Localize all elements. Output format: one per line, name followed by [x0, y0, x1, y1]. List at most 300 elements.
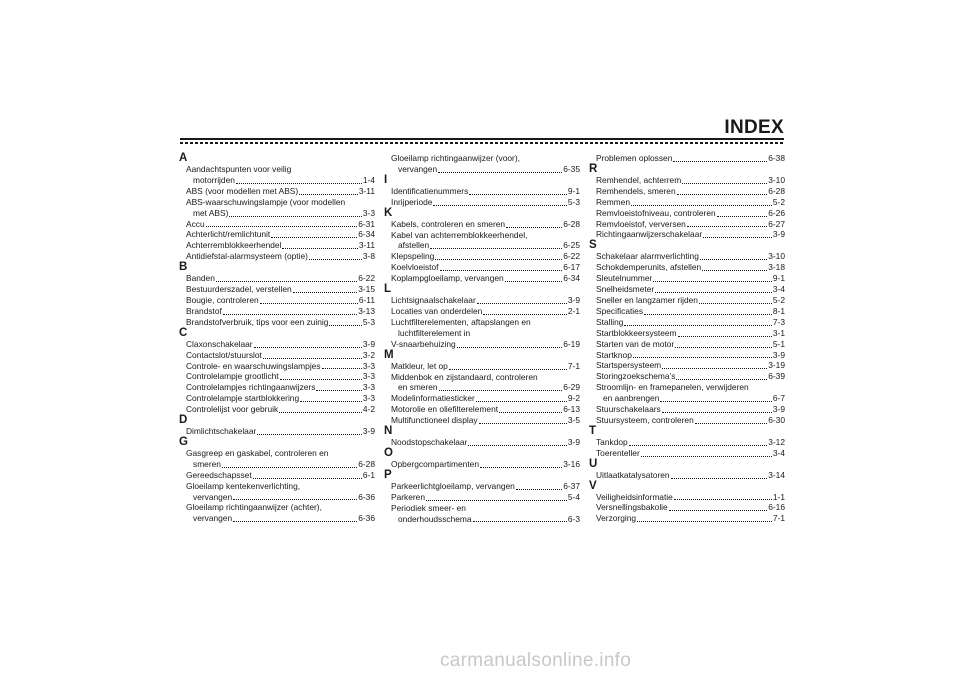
index-entry-label: Contactslot/stuurslot — [186, 349, 262, 360]
index-entry-page: 6-37 — [563, 480, 580, 491]
index-entry-page: 3-3 — [362, 360, 375, 371]
dot-leader — [280, 371, 362, 380]
index-entry — [391, 219, 580, 230]
index-entry-page: 3-8 — [362, 251, 375, 262]
index-entry-label: Startspersysteem — [596, 360, 662, 371]
index-entry-page: 3-12 — [768, 436, 785, 447]
dot-leader — [700, 251, 767, 260]
index-entry-page: 3-11 — [358, 240, 375, 251]
index-entry-page: 5-2 — [772, 294, 785, 305]
index-entry-label: Problemen oplossen — [596, 153, 673, 163]
index-entry-page: 6-17 — [563, 262, 580, 273]
dot-leader — [717, 208, 768, 217]
index-entry-page: 3-9 — [772, 229, 785, 240]
section-letter: B — [179, 261, 188, 274]
index-entry-label: Accu — [186, 218, 205, 229]
index-entry-label: afstellen — [398, 240, 430, 251]
index-entry-page: 6-7 — [772, 393, 785, 404]
index-entry-page: 6-28 — [563, 218, 580, 229]
dot-leader — [637, 513, 772, 522]
index-entry-page: 6-22 — [358, 273, 375, 284]
index-entry — [186, 229, 375, 240]
section-letter: A — [179, 152, 188, 164]
dot-leader — [233, 513, 357, 522]
index-entry — [186, 371, 375, 382]
index-entry — [596, 360, 785, 371]
header-rule-dashed — [180, 142, 784, 144]
index-entry — [596, 492, 785, 503]
dot-leader — [253, 470, 362, 479]
index-entry — [596, 371, 785, 382]
dot-leader — [653, 273, 772, 282]
dot-leader — [516, 481, 562, 490]
index-entry-page: 6-39 — [768, 371, 785, 382]
page-title: INDEX — [724, 117, 784, 138]
index-column-1 — [179, 153, 375, 524]
index-entry-label: Antidiefstal-alarmsysteem (optie) — [186, 251, 308, 262]
index-entry — [596, 306, 785, 317]
index-entry-label: Controlelampje grootlicht — [186, 371, 279, 382]
index-entry-page: 3-3 — [362, 371, 375, 382]
index-entry-text: luchtfilterelement in — [398, 327, 471, 338]
dot-leader — [629, 437, 768, 446]
index-entry-text: Gasgreep en gaskabel, controleren en — [186, 447, 329, 458]
index-entry-label: V-snaarbehuizing — [391, 338, 456, 349]
index-entry-label: Controle- en waarschuwingslampjes — [186, 360, 321, 371]
dot-leader — [329, 317, 361, 326]
index-entry-label: Verzorging — [596, 513, 637, 524]
dot-leader — [426, 492, 567, 501]
index-entry — [391, 459, 580, 470]
index-entry-label: Inrijperiode — [391, 196, 433, 207]
dot-leader — [316, 382, 361, 391]
index-entry — [596, 513, 785, 524]
dot-leader — [322, 361, 362, 370]
index-entry — [391, 415, 580, 426]
index-entry-page: 3-3 — [362, 382, 375, 393]
index-entry-label: Bestuurderszadel, verstellen — [186, 284, 292, 295]
index-entry-page: 5-1 — [772, 338, 785, 349]
index-entry — [186, 284, 375, 295]
index-entry-page: 3-3 — [362, 393, 375, 404]
dot-leader — [671, 470, 768, 479]
dot-leader — [676, 371, 767, 380]
index-entry-label: Sleutelnummer — [596, 273, 653, 284]
dot-leader — [279, 404, 362, 413]
index-entry-page: 6-28 — [768, 185, 785, 196]
index-entry — [186, 306, 375, 317]
dot-leader — [624, 317, 771, 326]
index-entry-page: 3-11 — [358, 185, 375, 196]
index-entry-page: 3-4 — [772, 447, 785, 458]
dot-leader — [677, 186, 768, 195]
index-entry-page: 6-3 — [567, 513, 580, 524]
index-entry — [186, 404, 375, 415]
dot-leader — [206, 219, 358, 228]
dot-leader — [505, 273, 563, 282]
index-entry-page: 3-5 — [567, 415, 580, 426]
index-entry-label: Specificaties — [596, 305, 644, 316]
index-entry — [391, 437, 580, 448]
dot-leader — [662, 404, 772, 413]
index-entry-page: 6-13 — [563, 404, 580, 415]
dot-leader — [439, 382, 563, 391]
index-entry-page: 7-1 — [772, 513, 785, 524]
index-entry-page: 5-3 — [567, 196, 580, 207]
index-entry-label: vervangen — [193, 491, 233, 502]
index-entry-label: Sneller en langzamer rijden — [596, 294, 698, 305]
index-entry-page: 3-4 — [772, 284, 785, 295]
index-entry-label: Bougie, controleren — [186, 294, 259, 305]
index-column-3 — [589, 153, 785, 524]
index-entry — [596, 262, 785, 273]
dot-leader — [631, 197, 772, 206]
index-entry-page: 6-26 — [768, 207, 785, 218]
dot-leader — [633, 350, 772, 359]
index-entry — [391, 295, 580, 306]
index-entry — [596, 284, 785, 295]
index-entry — [391, 404, 580, 415]
index-entry-page: 3-9 — [567, 295, 580, 306]
index-entry-page: 7-3 — [772, 316, 785, 327]
dot-leader — [435, 251, 562, 260]
dot-leader — [695, 415, 767, 424]
index-entry-label: Parkeerlichtgloeilamp, vervangen — [391, 480, 515, 491]
index-entry-label: en aanbrengen — [603, 393, 660, 404]
index-entry-label: Startblokkeersysteem — [596, 327, 677, 338]
dot-leader — [293, 284, 358, 293]
index-entry — [186, 393, 375, 404]
index-entry-page: 3-9 — [772, 349, 785, 360]
index-entry — [193, 513, 375, 524]
index-entry-label: Opbergcompartimenten — [391, 458, 479, 469]
dot-leader — [702, 262, 767, 271]
index-entry-text: Stroomlijn- en framepanelen, verwijderen — [596, 382, 749, 393]
index-entry — [596, 197, 785, 208]
index-column-2 — [384, 153, 580, 524]
index-entry-label: Stuurschakelaars — [596, 404, 661, 415]
index-entry-text: Gloeilamp richtingaanwijzer (achter), — [186, 502, 322, 513]
index-entry-page: 6-22 — [563, 251, 580, 262]
index-entry-page: 9-1 — [567, 185, 580, 196]
index-entry-text: Gloeilamp kentekenverlichting, — [186, 480, 301, 491]
dot-leader — [457, 339, 563, 348]
index-entry — [398, 240, 580, 251]
dot-leader — [236, 175, 362, 184]
index-entry — [391, 393, 580, 404]
index-entry — [596, 273, 785, 284]
index-entry — [596, 350, 785, 361]
index-entry — [596, 448, 785, 459]
index-entry — [391, 481, 580, 492]
index-entry-label: ABS (voor modellen met ABS) — [186, 185, 299, 196]
index-entry-label: Noodstopschakelaar — [391, 437, 468, 448]
dot-leader — [300, 393, 362, 402]
index-entry-label: Remhendels, smeren — [596, 185, 676, 196]
index-entry — [596, 186, 785, 197]
index-entry-text: ABS-waarschuwingslampje (voor modellen — [186, 196, 346, 207]
dot-leader — [673, 153, 767, 162]
index-entry-label: Achterlicht/remlichtunit — [186, 229, 271, 240]
index-entry-page: 3-16 — [563, 458, 580, 469]
section-letter: L — [384, 283, 392, 296]
index-entry — [186, 339, 375, 350]
index-entry-label: Koelvloeistof — [391, 262, 439, 273]
index-entry-page: 3-9 — [772, 404, 785, 415]
index-entry-label: Identificatienummers — [391, 185, 469, 196]
index-entry-page: 6-30 — [768, 414, 785, 425]
dot-leader — [263, 350, 362, 359]
index-entry-text: Periodiek smeer- en — [391, 502, 466, 513]
index-entry — [391, 186, 580, 197]
index-entry-page: 3-14 — [768, 469, 785, 480]
index-entry-label: smeren — [193, 458, 221, 469]
index-entry-page: 1-1 — [772, 491, 785, 502]
index-entry-page: 6-16 — [768, 502, 785, 513]
index-entry-page: 3-10 — [768, 174, 785, 185]
index-entry-page: 6-11 — [358, 294, 375, 305]
index-entry — [596, 295, 785, 306]
dot-leader — [483, 306, 567, 315]
dot-leader — [299, 186, 358, 195]
index-entry-page: 3-15 — [358, 284, 375, 295]
index-entry-label: Brandstofverbruik, tips voor een zuinig — [186, 316, 329, 327]
dot-leader — [477, 295, 567, 304]
index-entry-label: Startknop — [596, 349, 632, 360]
dot-leader — [499, 404, 562, 413]
dot-leader — [644, 306, 772, 315]
index-entry-label: Matkleur, let op — [391, 360, 448, 371]
index-entry-page: 8-1 — [772, 305, 785, 316]
index-entry — [596, 251, 785, 262]
index-entry — [193, 208, 375, 219]
index-entry-page: 6-1 — [362, 469, 375, 480]
index-entry — [186, 251, 375, 262]
section-letter: K — [384, 206, 393, 219]
section-letter: M — [384, 348, 394, 361]
index-entry-page: 3-10 — [768, 251, 785, 262]
index-entry-label: Controlelijst voor gebruik — [186, 404, 279, 415]
index-entry-page: 5-2 — [772, 196, 785, 207]
index-entry-label: Snelheidsmeter — [596, 284, 655, 295]
dot-leader — [703, 229, 772, 238]
index-entry-label: Modelinformatiesticker — [391, 393, 475, 404]
dot-leader — [260, 295, 358, 304]
index-entry — [596, 219, 785, 230]
index-entry-label: Remmen — [596, 196, 630, 207]
index-entry-page: 6-28 — [358, 458, 375, 469]
dot-leader — [449, 361, 567, 370]
index-entry-label: Dimlichtschakelaar — [186, 426, 257, 437]
index-entry-label: Claxonschakelaar — [186, 338, 253, 349]
index-entry — [391, 306, 580, 317]
index-entry-label: Locaties van onderdelen — [391, 305, 483, 316]
dot-leader — [223, 306, 357, 315]
index-entry-page: 6-38 — [768, 153, 785, 163]
index-entry — [186, 273, 375, 284]
index-entry — [391, 262, 580, 273]
index-entry-page: 3-18 — [768, 262, 785, 273]
index-entry-label: motorrijden — [193, 174, 235, 185]
index-entry-page: 3-2 — [362, 349, 375, 360]
dot-leader — [438, 164, 562, 173]
index-entry-page: 3-1 — [772, 327, 785, 338]
index-entry-text: Middenbok en zijstandaard, controleren — [391, 371, 538, 382]
index-entry — [391, 251, 580, 262]
index-entry-label: Koplampgloeilamp, vervangen — [391, 273, 504, 284]
dot-leader — [257, 426, 362, 435]
index-entry — [391, 492, 580, 503]
dot-leader — [480, 459, 562, 468]
index-entry-page: 2-1 — [567, 305, 580, 316]
dot-leader — [674, 492, 772, 501]
index-entry-label: Multifunctioneel display — [391, 415, 478, 426]
dot-leader — [216, 273, 357, 282]
index-entry-label: Stuursysteem, controleren — [596, 414, 694, 425]
watermark-text: carmanualsonline.info — [440, 650, 632, 671]
index-entry-page: 1-4 — [362, 174, 375, 185]
dot-leader — [440, 262, 563, 271]
section-letter: C — [179, 326, 188, 339]
index-entry-page: 6-34 — [358, 229, 375, 240]
index-entry-label: Tankdop — [596, 436, 628, 447]
index-entry-label: Motorolie en oliefilterelement — [391, 404, 499, 415]
index-entry — [391, 339, 580, 350]
index-entry-label: Parkeren — [391, 491, 425, 502]
dot-leader — [468, 437, 567, 446]
index-entry-label: Schakelaar alarmverlichting — [596, 251, 699, 262]
index-entry-text: Luchtfilterelementen, aftapslangen en — [391, 316, 531, 327]
dot-leader — [678, 328, 772, 337]
index-entry-page: 6-34 — [563, 273, 580, 284]
index-entry — [603, 393, 785, 404]
index-entry — [596, 229, 785, 240]
index-entry-label: Versnellingsbakolie — [596, 502, 668, 513]
index-entry-page: 4-2 — [362, 404, 375, 415]
index-entry-page: 9-1 — [772, 273, 785, 284]
index-entry — [596, 415, 785, 426]
index-entry — [391, 361, 580, 372]
index-entry-label: Kabels, controleren en smeren — [391, 218, 506, 229]
index-entry-label: Storingzoekschema’s — [596, 371, 676, 382]
index-entry-label: onderhoudsschema — [398, 513, 472, 524]
index-entry — [186, 295, 375, 306]
index-entry-label: Remvloeistof, verversen — [596, 218, 686, 229]
index-entry — [186, 350, 375, 361]
index-entry — [193, 175, 375, 186]
index-entry — [398, 514, 580, 525]
section-letter: I — [384, 173, 388, 186]
dot-leader — [662, 360, 767, 369]
section-letter: D — [179, 414, 188, 427]
dot-leader — [660, 393, 772, 402]
index-entry — [596, 339, 785, 350]
index-entry-page: 6-27 — [768, 218, 785, 229]
dot-leader — [271, 229, 357, 238]
index-entry-label: Brandstof — [186, 305, 222, 316]
dot-leader — [687, 219, 767, 228]
index-entry-page: 3-9 — [362, 338, 375, 349]
dot-leader — [682, 175, 767, 184]
index-entry-page: 3-3 — [362, 207, 375, 218]
index-entry — [186, 361, 375, 372]
index-entry-label: Stalling — [596, 316, 624, 327]
index-entry — [193, 492, 375, 503]
index-entry-page: 6-36 — [358, 491, 375, 502]
index-entry-label: Achterremblokkeerhendel — [186, 240, 282, 251]
section-letter: O — [384, 446, 393, 459]
index-entry — [398, 164, 580, 175]
index-entry-page: 7-1 — [567, 360, 580, 371]
index-entry-page: 5-3 — [362, 316, 375, 327]
index-entry-label: met ABS) — [193, 207, 229, 218]
section-letter: V — [589, 479, 597, 492]
index-entry-label: vervangen — [193, 513, 233, 524]
dot-leader — [675, 339, 772, 348]
dot-leader — [669, 502, 768, 511]
index-entry-page: 3-19 — [768, 360, 785, 371]
index-entry — [186, 382, 375, 393]
index-entry — [186, 470, 375, 481]
dot-leader — [254, 339, 362, 348]
section-letter: S — [589, 239, 597, 252]
dot-leader — [469, 186, 567, 195]
index-entry-label: Controlelampje startblokkering — [186, 393, 300, 404]
index-entry — [186, 219, 375, 230]
index-entry-text: Kabel van achterremblokkeerhendel, — [391, 229, 528, 240]
index-entry — [186, 426, 375, 437]
dot-leader — [699, 295, 772, 304]
section-letter: P — [384, 468, 392, 481]
index-entry — [193, 459, 375, 470]
index-entry-label: Starten van de motor — [596, 338, 675, 349]
index-entry — [596, 404, 785, 415]
index-entry-page: 6-19 — [563, 338, 580, 349]
index-entry — [398, 382, 580, 393]
index-entry-label: Uitlaatkatalysatoren — [596, 469, 670, 480]
dot-leader — [430, 240, 562, 249]
index-entry — [186, 240, 375, 251]
index-entry-label: Gereedschapsset — [186, 469, 252, 480]
index-entry-text: Gloeilamp richtingaanwijzer (voor), — [391, 153, 520, 163]
index-entry-label: vervangen — [398, 163, 438, 174]
dot-leader — [282, 240, 357, 249]
index-entry-label: Veiligheidsinformatie — [596, 491, 673, 502]
index-entry-page: 6-29 — [563, 382, 580, 393]
index-entry-page: 6-31 — [358, 218, 375, 229]
index-entry — [596, 317, 785, 328]
dot-leader — [641, 448, 772, 457]
dot-leader — [233, 492, 357, 501]
index-entry — [391, 273, 580, 284]
index-entry-label: Klepspeling — [391, 251, 435, 262]
index-entry-text: Aandachtspunten voor veilig — [186, 164, 292, 174]
index-entry — [596, 502, 785, 513]
index-entry — [186, 186, 375, 197]
dot-leader — [476, 393, 567, 402]
dot-leader — [473, 514, 567, 523]
index-entry-page: 6-36 — [358, 513, 375, 524]
index-entry-page: 6-35 — [563, 163, 580, 174]
header-rule — [180, 138, 784, 146]
index-entry-label: Richtingaanwijzerschakelaar — [596, 229, 703, 240]
index-entry-page: 3-9 — [362, 426, 375, 437]
index-entry-label: Lichtsignaalschakelaar — [391, 295, 476, 306]
section-letter: G — [179, 435, 188, 448]
header-rule-thick — [180, 138, 784, 140]
index-entry-page: 6-25 — [563, 240, 580, 251]
index-entry — [186, 317, 375, 328]
